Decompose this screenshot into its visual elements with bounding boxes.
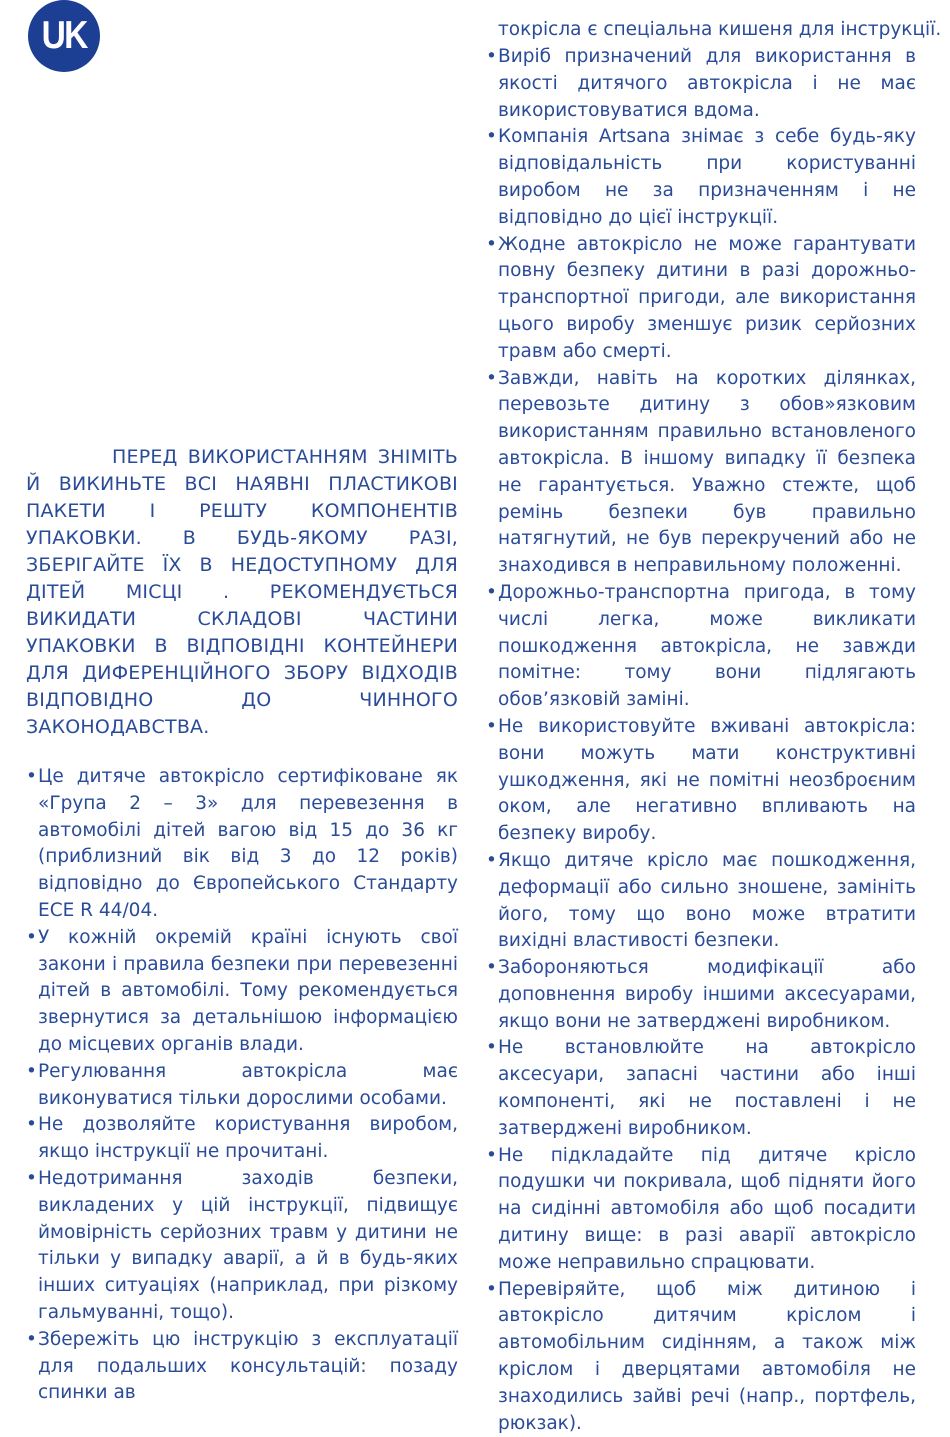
right-column-continuation: токрісла є спеціальна кишеня для інструкції. — [498, 19, 942, 40]
right-column-list — [486, 44, 916, 1437]
list-item: • Жодне автокрісло не може гарантувати повну безпеку дитини в разі дорожньо-транспортної пригоди, але використання цього виробу зменшує ризик серйозних травм або смерті. — [486, 232, 916, 366]
list-item: • Забороняються модифікації або доповнення виробу іншими аксесуарами, якщо вони не затверджені виробником. — [486, 955, 916, 1035]
list-item: • Дорожньо-транспортна пригода, в тому числі легка, може викликати пошкодження автокрісла, не завжди помітне: тому вони підлягають обов’язковій заміні. — [486, 580, 916, 714]
list-item: • У кожній окремій країні існують свої закони і правила безпеки при перевезенні дітей в автомобілі. Тому рекомендується звернутися за детальнішою інформацією до місцевих органів влади. — [26, 925, 458, 1059]
list-item: • Виріб призначений для використання в якості дитячого автокрісла і не має використовуватися вдома. — [486, 44, 916, 124]
list-item: • Не встановлюйте на автокрісло аксесуари, запасні частини або інші компоненті, які не поставлені і не затверджені виробником. — [486, 1035, 916, 1142]
list-item: • Не підкладайте під дитяче крісло подушки чи покривала, щоб підняти його на сидінні автомобіля або щоб посадити дитину вище: в разі аварії автокрісло може неправильно спрацювати. — [486, 1143, 916, 1277]
list-item: • Завжди, навіть на коротких ділянках, перевозьте дитину з обов»язковим використанням правильно встановленого автокрісла. В іншому випадку її безпека не гарантується. Уважно стежте, щоб ремінь безпеки був правильно натягнутий, не був перекручений або не знаходився в неправильному положенні. — [486, 366, 916, 580]
language-code: UK — [41, 14, 87, 57]
list-item: • Не дозволяйте користування виробом, якщо інструкції не прочитані. — [26, 1112, 458, 1166]
list-item: • Якщо дитяче крісло має пошкодження, деформації або сильно зношене, замініть його, тому що воно може втратити вихідні властивості безпеки. — [486, 848, 916, 955]
language-badge — [28, 0, 100, 72]
warning-text: ПЕРЕД ВИКОРИСТАННЯМ ЗНІМІТЬ Й ВИКИНЬТЕ ВСІ НАЯВНІ ПЛАСТИКОВІ ПАКЕТИ І РЕШТУ КОМПОНЕНТІВ УПАКОВКИ. В БУДЬ-ЯКОМУ РАЗІ, ЗБЕРІГАЙТЕ ЇХ В НЕДОСТУПНОМУ ДЛЯ ДІТЕЙ МІСЦІ . РЕКОМЕНДУЄТЬСЯ ВИКИДАТИ СКЛАДОВІ ЧАСТИНИ УПАКОВКИ В ВІДПОВІДНІ КОНТЕЙНЕРИ ДЛЯ ДИФЕРЕНЦІЙНОГО ЗБОРУ ВІДХОДІВ ВІДПОВІДНО ДО ЧИННОГО ЗАКОНОДАВСТВА. — [26, 446, 458, 738]
list-item: • Перевіряйте, щоб між дитиною і автокрісло дитячим кріслом і автомобільним сидінням, а також між кріслом і дверцятами автомобіля не знаходились зайві речі (напр., портфель, рюкзак). — [486, 1277, 916, 1437]
list-item: • Збережіть цю інструкцію з експлуатації для подальших консультацій: позаду спинки ав — [26, 1327, 458, 1407]
list-item: • Регулювання автокрісла має виконуватися тільки дорослими особами. — [26, 1059, 458, 1113]
list-item: • Компанія Artsana знімає з себе будь-яку відповідальність при користуванні виробом не за призначенням і не відповідно до цієї інструкції. — [486, 124, 916, 231]
packaging-warning — [26, 444, 458, 741]
list-item: • Не використовуйте вживані автокрісла: вони можуть мати конструктивні ушкодження, які не помітні неозброєним оком, але негативно впливають на безпеку виробу. — [486, 714, 916, 848]
list-item: • Це дитяче автокрісло сертифіковане як «Група 2 – 3» для перевезення в автомобілі дітей вагою від 15 до 36 кг (приблизний вік від 3 до 12 років) відповідно до Європейського Стандарту ECE R 44/04. — [26, 764, 458, 925]
left-column-list — [26, 764, 458, 1407]
list-item: • Недотримання заходів безпеки, викладених у цій інструкції, підвищує ймовірність серйозних травм у дитини не тільки у випадку аварії, а й в будь-яких інших ситуаціях (наприклад, при різкому гальмуванні, тощо). — [26, 1166, 458, 1327]
